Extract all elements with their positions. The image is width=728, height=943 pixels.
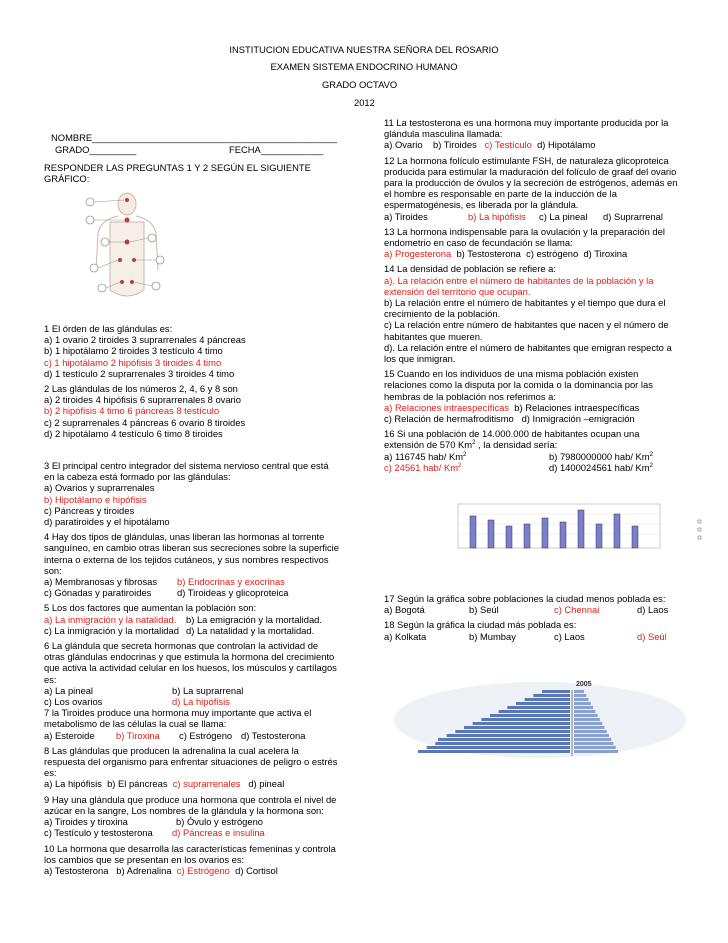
bar-4 bbox=[524, 524, 530, 548]
pyramid-bar-right bbox=[574, 734, 609, 737]
q2-option-c[interactable]: c) 2 suprarrenales 4 páncreas 6 ovario 8 tiroides bbox=[44, 416, 246, 428]
question-14 bbox=[384, 263, 684, 364]
pyramid-bar-right bbox=[574, 746, 616, 749]
q18-option-a[interactable]: a) Kolkata bbox=[384, 630, 427, 642]
q3-option-c[interactable]: c) Páncreas y tiroides bbox=[44, 504, 135, 516]
q6-option-d[interactable]: d) La hipófisis bbox=[172, 696, 230, 708]
right-questions bbox=[384, 117, 684, 477]
date-field[interactable]: FECHA____________ bbox=[229, 144, 324, 155]
q5-stem: 5 Los dos factores que aumentan la población son: bbox=[44, 602, 257, 614]
q2-option-b[interactable]: b) 2 hipófisis 4 timo 6 páncreas 8 testículo bbox=[44, 405, 220, 417]
question-12 bbox=[384, 155, 684, 222]
question-15 bbox=[384, 368, 684, 424]
q8-option-b[interactable]: b) El páncreas bbox=[107, 778, 168, 790]
pyramid-bar-left bbox=[516, 702, 570, 705]
bar-6 bbox=[560, 522, 566, 548]
pyramid-bar-right bbox=[574, 726, 604, 729]
q8-stem-2: respuesta del organismo para enfrentar situaciones de peligro o estrés bbox=[44, 756, 338, 768]
q12-stem-5: espermatogénesis, es liberada por la glándula. bbox=[384, 199, 579, 211]
pyramid-bar-left bbox=[507, 706, 570, 709]
grade-field[interactable]: GRADO_________ bbox=[55, 144, 137, 155]
q6-stem-2: otras glándulas endocrinas y que estimula la hormona del crecimiento bbox=[44, 651, 335, 663]
chart-legend bbox=[698, 520, 701, 539]
q16-sup: 2 bbox=[472, 440, 476, 447]
q17-stem: 17 Según la gráfica sobre poblaciones la ciudad menos poblada es: bbox=[384, 593, 666, 604]
q6-stem-3: que activa la actividad celular en los huesos, los músculos y cartílagos bbox=[44, 662, 337, 674]
q10-option-c[interactable]: c) Estrógeno bbox=[176, 864, 230, 876]
q2-option-d[interactable]: d) 2 hipotálamo 4 testículo 6 timo 8 tiroides bbox=[44, 427, 223, 439]
q11-option-b[interactable]: b) Tiroides bbox=[432, 139, 477, 151]
q4-option-b[interactable]: b) Endocrinas y exocrinas bbox=[177, 576, 285, 588]
q7-option-b[interactable]: b) Tiroxina bbox=[116, 729, 160, 741]
q7-option-d[interactable]: d) Testosterona bbox=[241, 729, 306, 741]
pyramid-bar-right bbox=[574, 742, 613, 745]
q14-option-a[interactable]: a). La relación entre el número de habitantes de la población y la bbox=[384, 274, 654, 286]
q9-stem: 9 Hay una glándula que produce una hormona que controla el nivel de bbox=[44, 793, 337, 805]
q13-option-d[interactable]: d) Tiroxina bbox=[583, 248, 628, 260]
question-4 bbox=[44, 531, 354, 598]
pyramid-bar-left bbox=[490, 714, 570, 717]
question-2 bbox=[44, 383, 354, 439]
question-18 bbox=[384, 619, 686, 641]
question-17 bbox=[384, 593, 686, 615]
school-name: INSTITUCION EDUCATIVA NUESTRA SEÑORA DEL ROSARIO bbox=[229, 44, 499, 55]
q16-sup-c: 2 bbox=[458, 462, 462, 469]
q1-option-c[interactable]: c) 1 hipotálamo 2 hipófisis 3 tiroides 4 timo bbox=[44, 356, 222, 368]
q16-stem-2: extensión de 570 Km bbox=[384, 439, 473, 451]
q1-option-a[interactable]: a) 1 ovario 2 tiroides 3 suprarrenales 4 páncreas bbox=[44, 334, 246, 346]
question-11 bbox=[384, 117, 684, 151]
pyramid-bar-right bbox=[574, 706, 593, 709]
pyramid-bar-right bbox=[574, 722, 602, 725]
q3-stem: 3 El principal centro integrador del sistema nervioso central que está bbox=[44, 460, 329, 471]
question-10 bbox=[44, 843, 354, 877]
pyramid-bar-right bbox=[574, 710, 595, 713]
q18-stem: 18 Según la gráfica la ciudad más poblada es: bbox=[384, 619, 577, 631]
q5-option-c[interactable]: c) La inmigración y la mortalidad bbox=[44, 624, 179, 636]
pyramid-bar-left bbox=[438, 738, 570, 741]
bar-5 bbox=[542, 518, 548, 548]
q16-option-c[interactable]: c) 24561 hab/ Km bbox=[384, 461, 459, 473]
q4-stem-2: sanguíneo, en cambio otras liberan sus secreciones sobre la superficie bbox=[44, 542, 339, 554]
question-6 bbox=[44, 640, 354, 707]
q8-option-a[interactable]: a) La hipófisis bbox=[44, 778, 102, 790]
q2-stem: 2 Las glándulas de los números 2, 4, 6 y 8 son bbox=[44, 383, 238, 395]
q6-option-a[interactable]: a) La pineal bbox=[44, 684, 93, 696]
q14-option-b[interactable]: b) La relación entre el número de habitantes y el tiempo que dura el bbox=[384, 297, 666, 309]
q16-sup-d: 2 bbox=[649, 462, 653, 469]
q7-stem-2: metabolismo de las células la cual se llama: bbox=[44, 718, 227, 730]
pyramid-bar-right bbox=[574, 730, 607, 733]
q6-option-c[interactable]: c) Los ovarios bbox=[44, 696, 103, 708]
pyramid-bar-right bbox=[574, 690, 584, 693]
year: 2012 bbox=[354, 97, 375, 108]
q12-stem-4: el hombre es responsable en parte de la inducción de la bbox=[384, 188, 617, 200]
q9-option-a[interactable]: a) Tiroides y tiroxina bbox=[44, 816, 128, 828]
q16-option-b[interactable]: b) 7980000000 hab/ Km bbox=[549, 450, 650, 462]
q10-stem-2: los cambios que se presentan en los ovarios es: bbox=[44, 853, 245, 865]
left-questions-2 bbox=[44, 460, 354, 880]
q4-option-d[interactable]: d) Tiroideas y glicoproteica bbox=[177, 587, 289, 599]
q11-option-c[interactable]: c) Testículo bbox=[484, 139, 532, 151]
bar-9 bbox=[614, 514, 620, 548]
endocrine-diagram bbox=[60, 190, 170, 308]
pyramid-bar-left bbox=[447, 734, 570, 737]
bar-2 bbox=[488, 520, 494, 548]
pyramid-bar-left bbox=[464, 726, 570, 729]
q13-option-c[interactable]: c) estrógeno bbox=[526, 248, 579, 260]
bar-8 bbox=[596, 524, 602, 548]
question-8 bbox=[44, 745, 354, 790]
q14-stem: 14 La densidad de población se refiere a: bbox=[384, 263, 557, 275]
bar-3 bbox=[506, 526, 512, 548]
q6-stem: 6 La glándula que secreta hormonas que controlan la actividad de bbox=[44, 640, 319, 652]
q13-option-a[interactable]: a) Progesterona bbox=[384, 248, 452, 260]
q3-stem-2: en la cabeza está formado por las glándulas: bbox=[44, 471, 231, 483]
question-5 bbox=[44, 602, 354, 636]
q8-stem-3: es: bbox=[44, 767, 57, 779]
question-3 bbox=[44, 460, 354, 527]
q7-stem: 7 la Tiroides produce una hormona muy importante que activa el bbox=[44, 707, 312, 719]
q5-option-a[interactable]: a) La inmigración y la natalidad. bbox=[44, 613, 177, 625]
q14-option-a-2[interactable]: extensión del territorio que ocupan. bbox=[384, 285, 531, 297]
q4-stem-3: interna o externa de los tejidos cutáneos, y sus nombres respectivos bbox=[44, 553, 329, 565]
q12-option-c[interactable]: c) La pineal bbox=[539, 210, 588, 222]
q14-option-c[interactable]: c) La relación entre número de habitantes que nacen y el número de bbox=[384, 319, 669, 331]
pyramid-bar-left bbox=[533, 694, 570, 697]
pyramid-bar-left bbox=[418, 750, 570, 753]
q10-option-a[interactable]: a) Testosterona bbox=[44, 864, 109, 876]
q1-stem: 1 El órden de las glándulas es: bbox=[44, 323, 173, 334]
q12-option-b[interactable]: b) La hipófisis bbox=[468, 210, 526, 222]
population-pyramid bbox=[392, 676, 688, 762]
pyramid-year: 2005 bbox=[576, 681, 592, 688]
q3-option-d[interactable]: d) paratiroides y el hipotálamo bbox=[44, 516, 170, 528]
q5-option-d[interactable]: d) La natalidad y la mortalidad. bbox=[186, 624, 315, 636]
pyramid-bar-left bbox=[473, 722, 570, 725]
instruction: RESPONDER LAS PREGUNTAS 1 Y 2 SEGÚN EL SIGUIENTE GRÁFICO: bbox=[44, 162, 311, 185]
q13-option-b[interactable]: b) Testosterona bbox=[456, 248, 521, 260]
pyramid-bar-left bbox=[481, 718, 570, 721]
name-field[interactable]: NOMBRE_______________________________________________ bbox=[51, 132, 338, 143]
q15-stem-3: hembras de la población nos referimos a: bbox=[384, 390, 556, 402]
q3-option-a[interactable]: a) Ovarios y suprarrenales bbox=[44, 482, 155, 494]
q4-stem-4: son: bbox=[44, 564, 62, 576]
q4-option-c[interactable]: c) Gónadas y paratiroides bbox=[44, 587, 152, 599]
q9-option-c[interactable]: c) Testículo y testosterona bbox=[44, 827, 153, 839]
pyramid-bar-left bbox=[455, 730, 570, 733]
q16-sup-a: 2 bbox=[463, 451, 467, 458]
q10-option-b[interactable]: b) Adrenalina bbox=[116, 864, 172, 876]
pyramid-bar-left bbox=[427, 746, 570, 749]
q13-stem: 13 La hormona indispensable para la ovulación y la preparación del bbox=[384, 225, 665, 237]
q17-option-d[interactable]: d) Laos bbox=[637, 604, 669, 616]
q9-stem-2: azúcar en la sangre, Los nombres de la glándula y la hormona son: bbox=[44, 804, 324, 816]
q8-option-d[interactable]: d) pineal bbox=[248, 778, 285, 790]
q12-stem: 12 La hormona folículo estimulante FSH, de naturaleza glicoproteica bbox=[384, 154, 669, 166]
q15-option-c[interactable]: c) Relación de hermafroditismo bbox=[384, 413, 514, 425]
q12-stem-3: para la producción de óvulos y la secreción de estrógenos, además en bbox=[384, 177, 678, 189]
pyramid-bar-right bbox=[574, 718, 600, 721]
grade-text: GRADO OCTAVO bbox=[322, 79, 398, 90]
q16-sup-b: 2 bbox=[649, 451, 653, 458]
pyramid-bar-right bbox=[574, 698, 589, 701]
q17-option-a[interactable]: a) Bogotá bbox=[384, 604, 425, 616]
pyramid-bar-left bbox=[525, 698, 570, 701]
q8-stem: 8 Las glándulas que producen la adrenalina la cual acelera la bbox=[44, 744, 299, 756]
pyramid-bar-left bbox=[499, 710, 570, 713]
q2-option-a[interactable]: a) 2 tiroides 4 hipófisis 6 suprarrenales 8 ovario bbox=[44, 394, 241, 406]
q4-option-a[interactable]: a) Membranosas y fibrosas bbox=[44, 576, 158, 588]
q12-stem-2: producida para estimular la maduración del folículo de graaf del ovario bbox=[384, 165, 677, 177]
q4-stem: 4 Hay dos tipos de glándulas, unas liberan las hormonas al torrente bbox=[44, 531, 325, 543]
pyramid-bar-right bbox=[574, 738, 611, 741]
q13-stem-2: endometrio en caso de fecundación se llama: bbox=[384, 237, 573, 249]
q12-option-a[interactable]: a) Tiroides bbox=[384, 210, 428, 222]
question-16 bbox=[384, 428, 684, 473]
q9-option-b[interactable]: b) Óvulo y estrógeno bbox=[176, 816, 264, 828]
q14-option-d[interactable]: d). La relación entre el número de habitantes que emigran respecto a bbox=[384, 341, 672, 353]
pyramid-bar-right bbox=[574, 750, 618, 753]
q16-stem-2b: , la densidad sería: bbox=[475, 439, 558, 451]
q16-option-d[interactable]: d) 1400024561 hab/ Km bbox=[549, 461, 650, 473]
q18-option-d[interactable]: d) Seúl bbox=[637, 630, 667, 642]
q17-option-b[interactable]: b) Seúl bbox=[469, 604, 499, 616]
q15-stem: 15 Cuando en los individuos de una misma población existen bbox=[384, 368, 639, 380]
question-7 bbox=[44, 707, 354, 741]
question-9 bbox=[44, 794, 354, 839]
pyramid-bar-right bbox=[574, 702, 591, 705]
q14-option-b-2[interactable]: crecimiento de la población. bbox=[384, 308, 501, 320]
q1-option-b[interactable]: b) 1 hipotálamo 2 tiroides 3 testículo 4 timo bbox=[44, 345, 223, 357]
pyramid-bar-right bbox=[574, 714, 598, 717]
q11-option-a[interactable]: a) Ovario bbox=[384, 139, 423, 151]
q15-option-a[interactable]: a) Relaciones intraespecíficas bbox=[384, 401, 510, 413]
right-questions-2 bbox=[384, 593, 686, 646]
q15-stem-2: relaciones como la disputa por la comida o la dominancia por las bbox=[384, 379, 653, 391]
q11-option-d[interactable]: d) Hipotálamo bbox=[537, 139, 596, 151]
q11-stem: 11 La testosterona es una hormona muy importante producida por la bbox=[384, 117, 669, 128]
q7-option-a[interactable]: a) Esteroide bbox=[44, 729, 95, 741]
exam-title: EXAMEN SISTEMA ENDOCRINO HUMANO bbox=[270, 61, 458, 72]
q16-option-a[interactable]: a) 116745 hab/ Km bbox=[384, 450, 464, 462]
question-1 bbox=[44, 323, 354, 379]
q10-stem: 10 La hormona que desarrolla las características femeninas y controla bbox=[44, 842, 336, 854]
bar-10 bbox=[632, 526, 638, 548]
pyramid-bar-left bbox=[542, 690, 570, 693]
bar-1 bbox=[470, 516, 476, 548]
question-13 bbox=[384, 226, 684, 260]
population-bar-chart bbox=[440, 500, 724, 552]
pyramid-bar-right bbox=[574, 694, 586, 697]
q12-option-d[interactable]: d) Suprarrenal bbox=[603, 210, 663, 222]
q18-option-c[interactable]: c) Laos bbox=[554, 630, 585, 642]
q1-option-d[interactable]: d) 1 testículo 2 suprarrenales 3 tiroides 4 timo bbox=[44, 367, 235, 379]
pyramid-bar-left bbox=[435, 742, 570, 745]
q9-option-d[interactable]: d) Páncreas e insulina bbox=[172, 827, 265, 839]
q14-option-c-2[interactable]: habitantes que mueren. bbox=[384, 330, 483, 342]
left-questions bbox=[44, 323, 354, 443]
q11-stem-2: glándula masculina llamada: bbox=[384, 128, 503, 140]
q6-option-b[interactable]: b) La suprarrenal bbox=[172, 684, 244, 696]
q7-option-c[interactable]: c) Estrógeno bbox=[179, 729, 233, 741]
q17-option-c[interactable]: c) Chennai bbox=[554, 604, 600, 616]
q10-option-d[interactable]: d) Cortisol bbox=[235, 864, 278, 876]
q6-stem-4: es: bbox=[44, 673, 57, 685]
q16-stem: 16 Si una población de 14.000.000 de habitantes ocupan una bbox=[384, 428, 640, 440]
q18-option-b[interactable]: b) Mumbay bbox=[469, 630, 516, 642]
q14-option-d-2[interactable]: los que inmigran. bbox=[384, 353, 456, 365]
bar-7 bbox=[578, 510, 584, 548]
q8-option-c[interactable]: c) suprarrenales bbox=[172, 778, 241, 790]
q3-option-b[interactable]: b) Hipotálamo e hipófisis bbox=[44, 493, 147, 505]
q15-option-d[interactable]: d) Inmigración –emigración bbox=[521, 413, 635, 425]
q5-option-b[interactable]: b) La emigración y la mortalidad. bbox=[186, 613, 323, 625]
q15-option-b[interactable]: b) Relaciones intraespecíficas bbox=[514, 401, 640, 413]
